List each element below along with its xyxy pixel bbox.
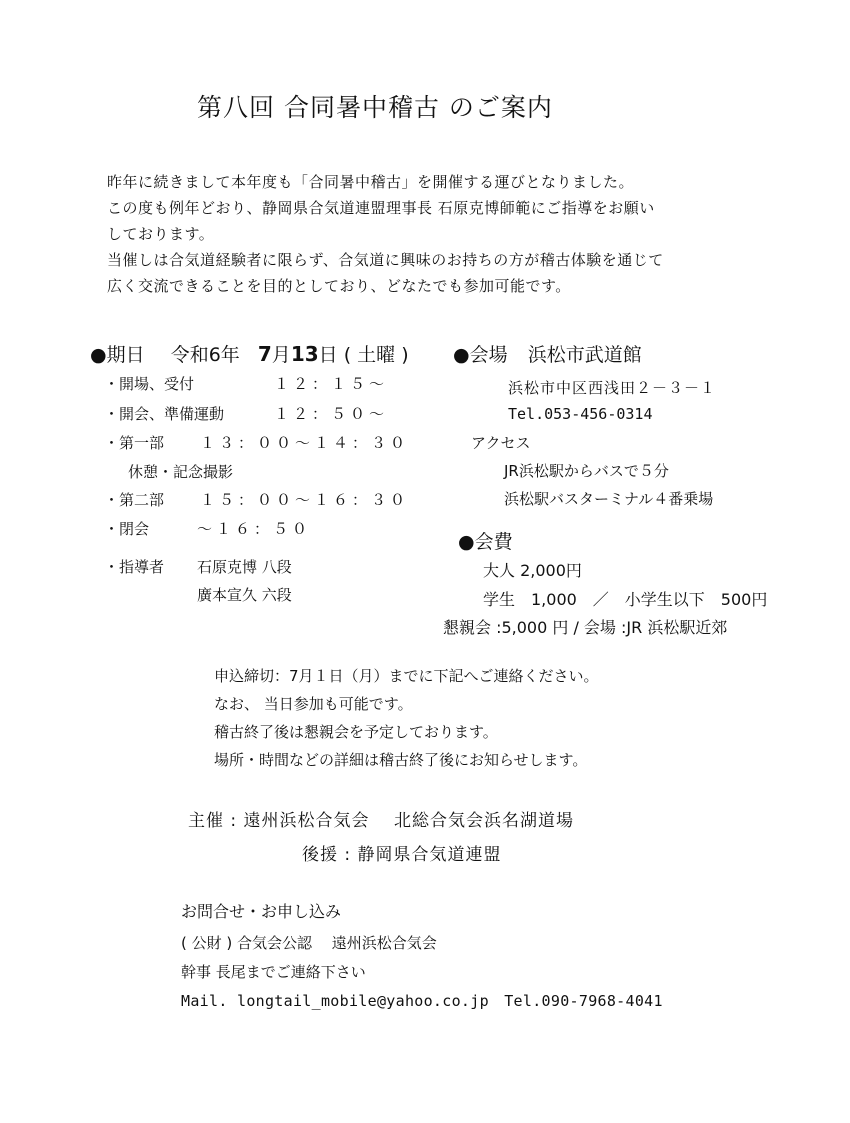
note-line: 稽古終了後は懇親会を予定しております。 <box>214 723 498 741</box>
notes-block <box>214 665 599 777</box>
date-heading <box>90 340 409 367</box>
intro-line: 昨年に続きまして本年度も「合同暑中稽古」を開催する運びとなりました。 <box>107 173 635 191</box>
schedule-time: ～１６：５０ <box>197 520 312 538</box>
schedule-label: ・第二部 <box>104 491 165 509</box>
access-line: JR浜松駅からバスで５分 <box>504 462 669 480</box>
venue-tel: Tel.053-456-0314 <box>508 405 653 423</box>
intro-line: 広く交流できることを目的としており、どなたでも参加可能です。 <box>107 277 571 295</box>
schedule-item <box>104 373 389 394</box>
access-line: 浜松駅バスターミナル４番乗場 <box>504 490 714 508</box>
schedule-item <box>104 403 389 424</box>
instructors <box>104 556 292 604</box>
venue-address: 浜松市中区西浅田２－３－１ <box>508 379 717 397</box>
schedule-time: １２：１５～ <box>274 375 389 393</box>
intro-line: 当催しは合気道経験者に限らず、合気道に興味のお持ちの方が稽古体験を通じて <box>107 251 664 269</box>
fee-student: 学生 1,000 ／ 小学生以下 500円 <box>483 590 768 609</box>
schedule-label: ・開会、準備運動 <box>104 405 225 423</box>
schedule-item <box>104 489 410 510</box>
venue-label: ●会場 <box>453 344 508 366</box>
date-weekday: ( 土曜 ) <box>343 344 409 366</box>
contact-person: 幹事 長尾までご連絡下さい <box>181 963 366 981</box>
schedule-label: ・開場、受付 <box>104 375 195 393</box>
instructor-name: 石原克博 八段 <box>197 558 292 576</box>
schedule-label: 休憩・記念撮影 <box>128 463 234 481</box>
support-line: 後援 : 静岡県合気道連盟 <box>302 845 502 865</box>
date-day: 13 <box>290 342 319 366</box>
contact-org: ( 公財 ) 合気会公認 遠州浜松合気会 <box>181 934 437 952</box>
note-line: 場所・時間などの詳細は稽古終了後にお知らせします。 <box>214 751 588 769</box>
schedule-item <box>104 432 410 453</box>
venue-name: 浜松市武道館 <box>527 344 642 366</box>
access-label: アクセス <box>471 434 531 452</box>
fee-heading: ●会費 <box>458 531 513 553</box>
venue-heading <box>453 340 642 367</box>
intro-line: この度も例年どおり、静岡県合気道連盟理事長 石原克博師範にご指導をお願い <box>107 199 655 217</box>
date-month-unit: 月 <box>271 344 291 366</box>
fee-adult: 大人 2,000円 <box>483 561 582 580</box>
schedule-time: １５：００～１６：３０ <box>200 491 410 509</box>
page-title: 第八回 合同暑中稽古 のご案内 <box>197 93 553 122</box>
schedule-time: １３：００～１４：３０ <box>200 434 410 452</box>
schedule-label: ・第一部 <box>104 434 165 452</box>
date-label: ●期日 <box>90 344 145 366</box>
contact-line: Mail. longtail_mobile@yahoo.co.jp Tel.090-7968-4041 <box>181 992 663 1010</box>
instructor-name: 廣本宣久 六段 <box>197 586 292 604</box>
intro-paragraph <box>107 169 664 299</box>
host-line: 主催 : 遠州浜松合気会 北総合気会浜名湖道場 <box>188 811 574 831</box>
schedule-item <box>128 461 233 482</box>
schedule-item <box>104 518 312 539</box>
contact-heading: お問合せ・お申し込み <box>181 902 342 921</box>
date-era: 令和6年 <box>170 344 240 366</box>
schedule-label: ・閉会 <box>104 520 150 538</box>
note-line: なお、 当日参加も可能です。 <box>214 695 413 713</box>
note-line: 申込締切：7月１日（月）までに下記へご連絡ください。 <box>214 667 599 685</box>
fee-party: 懇親会 :5,000 円 / 会場 :JR 浜松駅近郊 <box>443 618 728 637</box>
schedule-time: １２：５０～ <box>274 405 389 423</box>
intro-line: しております。 <box>107 225 215 243</box>
instructors-label: ・指導者 <box>104 558 165 576</box>
date-day-unit: 日 <box>318 344 338 366</box>
date-month: 7 <box>257 342 272 366</box>
